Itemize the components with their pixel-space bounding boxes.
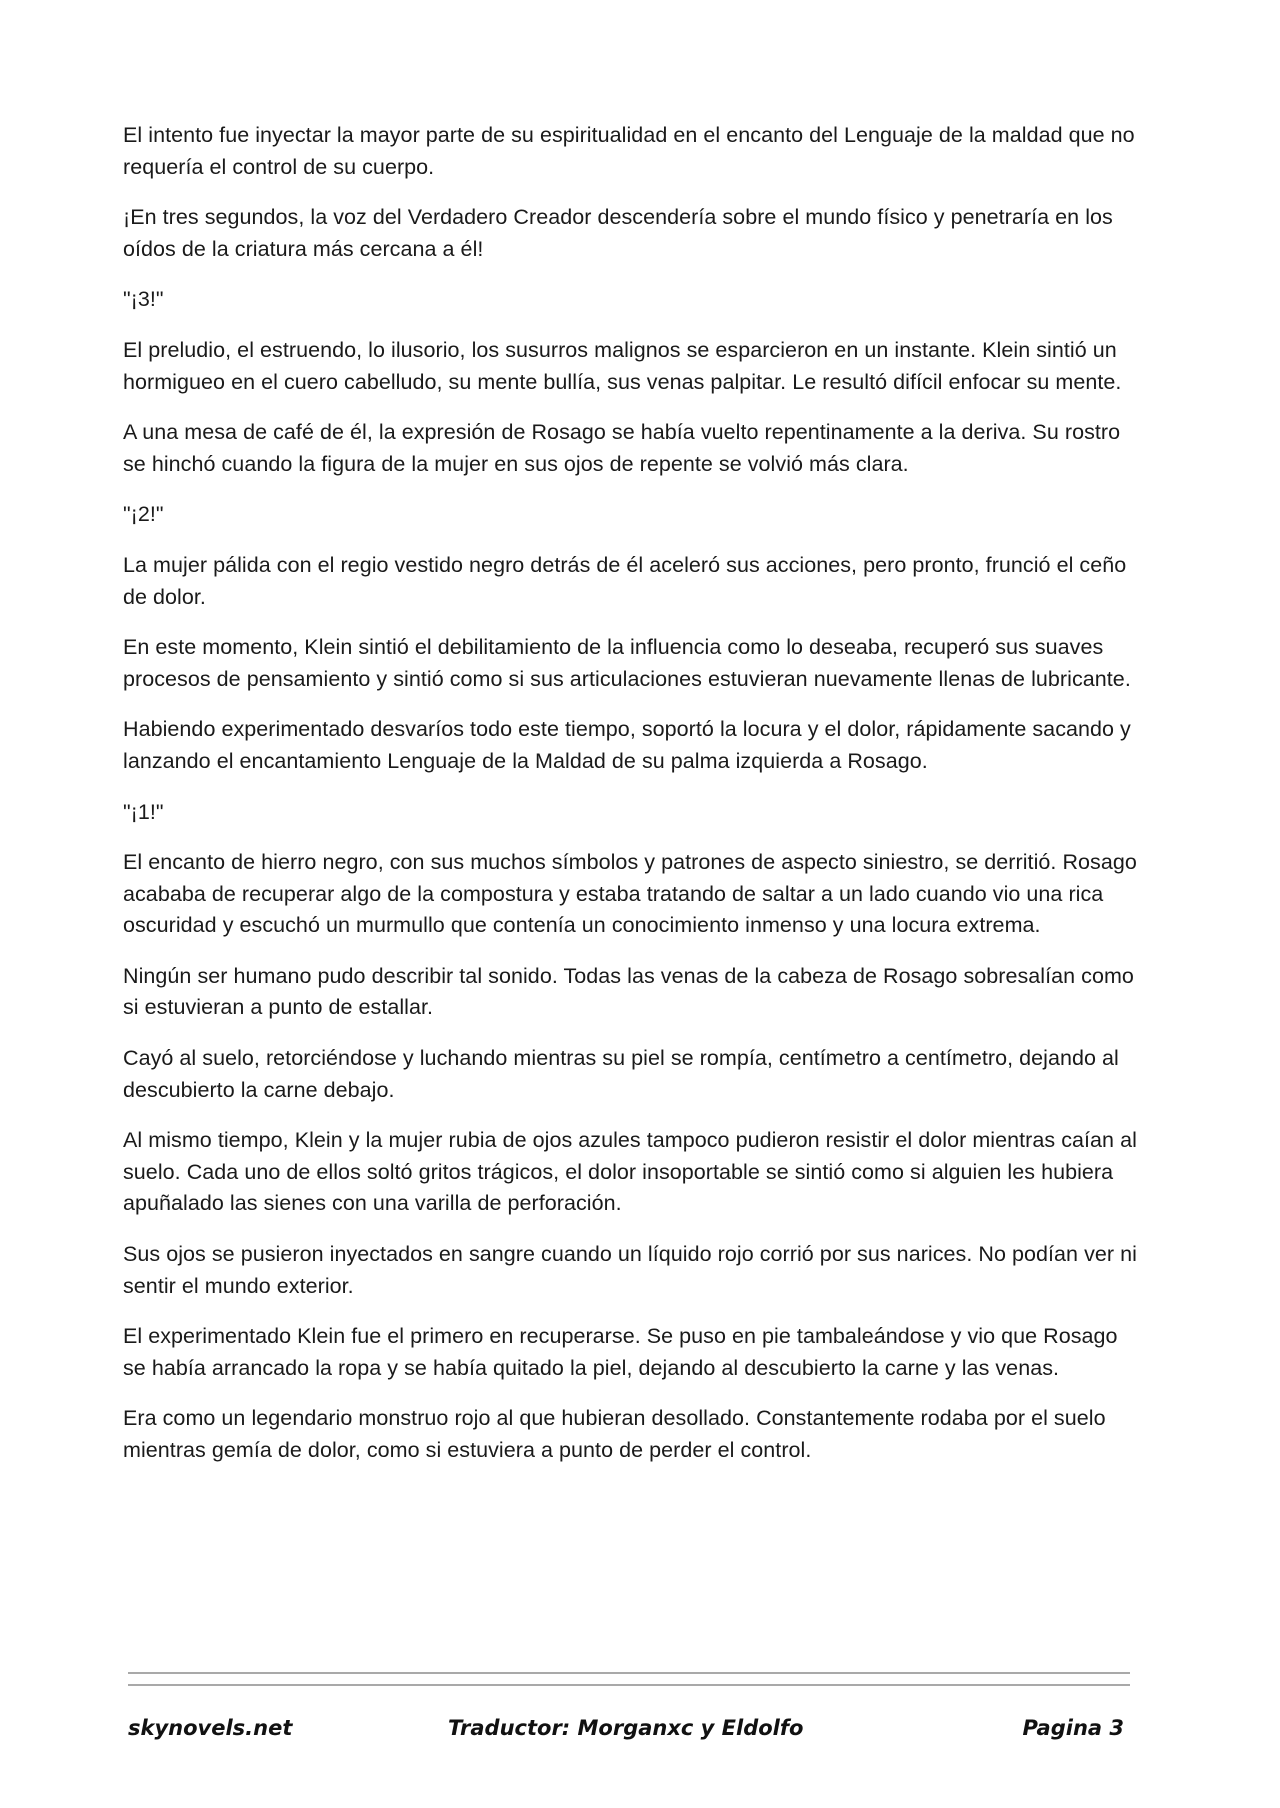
paragraph: Sus ojos se pusieron inyectados en sangre cuando un líquido rojo corrió por sus narices. No podían ver ni sentir el mundo exterior. bbox=[123, 1242, 1137, 1298]
page-footer bbox=[128, 1716, 1124, 1750]
footer-translator: Traductor: Morganxc y Eldolfo bbox=[448, 1716, 804, 1740]
paragraph: "¡3!" bbox=[123, 287, 164, 312]
paragraph: Era como un legendario monstruo rojo al que hubieran desollado. Constantemente rodaba por el suelo mientras gemía de dolor, como si estuviera a punto de perder el control. bbox=[123, 1406, 1106, 1462]
paragraph: En este momento, Klein sintió el debilitamiento de la influencia como lo deseaba, recuperó sus suaves procesos de pensamiento y sintió como si sus articulaciones estuvieran nuevamente llenas de lubricante. bbox=[123, 635, 1131, 691]
paragraph: Habiendo experimentado desvaríos todo este tiempo, soportó la locura y el dolor, rápidamente sacando y lanzando el encantamiento Lenguaje de la Maldad de su palma izquierda a Rosago. bbox=[123, 717, 1131, 773]
paragraph: ¡En tres segundos, la voz del Verdadero Creador descendería sobre el mundo físico y penetraría en los oídos de la criatura más cercana a él! bbox=[123, 205, 1113, 261]
paragraph: Al mismo tiempo, Klein y la mujer rubia de ojos azules tampoco pudieron resistir el dolor mientras caían al suelo. Cada uno de ellos soltó gritos trágicos, el dolor insoportable se sintió como si alguien les hubiera apuñalado las sienes con una varilla de perforación. bbox=[123, 1128, 1137, 1216]
footer-divider-bottom bbox=[128, 1684, 1130, 1686]
footer-divider-top bbox=[128, 1672, 1130, 1674]
paragraph: "¡1!" bbox=[123, 799, 164, 824]
paragraph: La mujer pálida con el regio vestido negro detrás de él aceleró sus acciones, pero pronto, frunció el ceño de dolor. bbox=[123, 552, 1127, 609]
page-body bbox=[123, 120, 1143, 1486]
paragraph: A una mesa de café de él, la expresión de Rosago se había vuelto repentinamente a la deriva. Su rostro se hinchó cuando la figura de la mujer en sus ojos de repente se volvió más clara. bbox=[123, 420, 1121, 476]
paragraph: Ningún ser humano pudo describir tal sonido. Todas las venas de la cabeza de Rosago sobresalían como si estuvieran a punto de estallar. bbox=[123, 963, 1134, 1020]
paragraph: El encanto de hierro negro, con sus muchos símbolos y patrones de aspecto siniestro, se derritió. Rosago acababa de recuperar algo de la compostura y estaba tratando de saltar a un lado cuando vio una rica oscuridad y escuchó un murmullo que contenía un conocimiento inmenso y una locura extrema. bbox=[123, 850, 1137, 938]
paragraph: El experimentado Klein fue el primero en recuperarse. Se puso en pie tambaleándose y vio que Rosago se había arrancado la ropa y se había quitado la piel, dejando al descubierto la carne y las venas. bbox=[123, 1324, 1118, 1380]
paragraph: Cayó al suelo, retorciéndose y luchando mientras su piel se rompía, centímetro a centímetro, dejando al descubierto la carne debajo. bbox=[123, 1046, 1119, 1102]
footer-site: skynovels.net bbox=[128, 1716, 293, 1740]
paragraph: "¡2!" bbox=[123, 502, 164, 527]
paragraph: El intento fue inyectar la mayor parte de su espiritualidad en el encanto del Lenguaje de la maldad que no requería el control de su cuerpo. bbox=[123, 123, 1135, 179]
footer-page-number: Pagina 3 bbox=[1022, 1716, 1124, 1740]
paragraph: El preludio, el estruendo, lo ilusorio, los susurros malignos se esparcieron en un instante. Klein sintió un hormigueo en el cuero cabelludo, su mente bullía, sus venas palpitar. Le resultó difícil enfocar su mente. bbox=[123, 337, 1122, 394]
